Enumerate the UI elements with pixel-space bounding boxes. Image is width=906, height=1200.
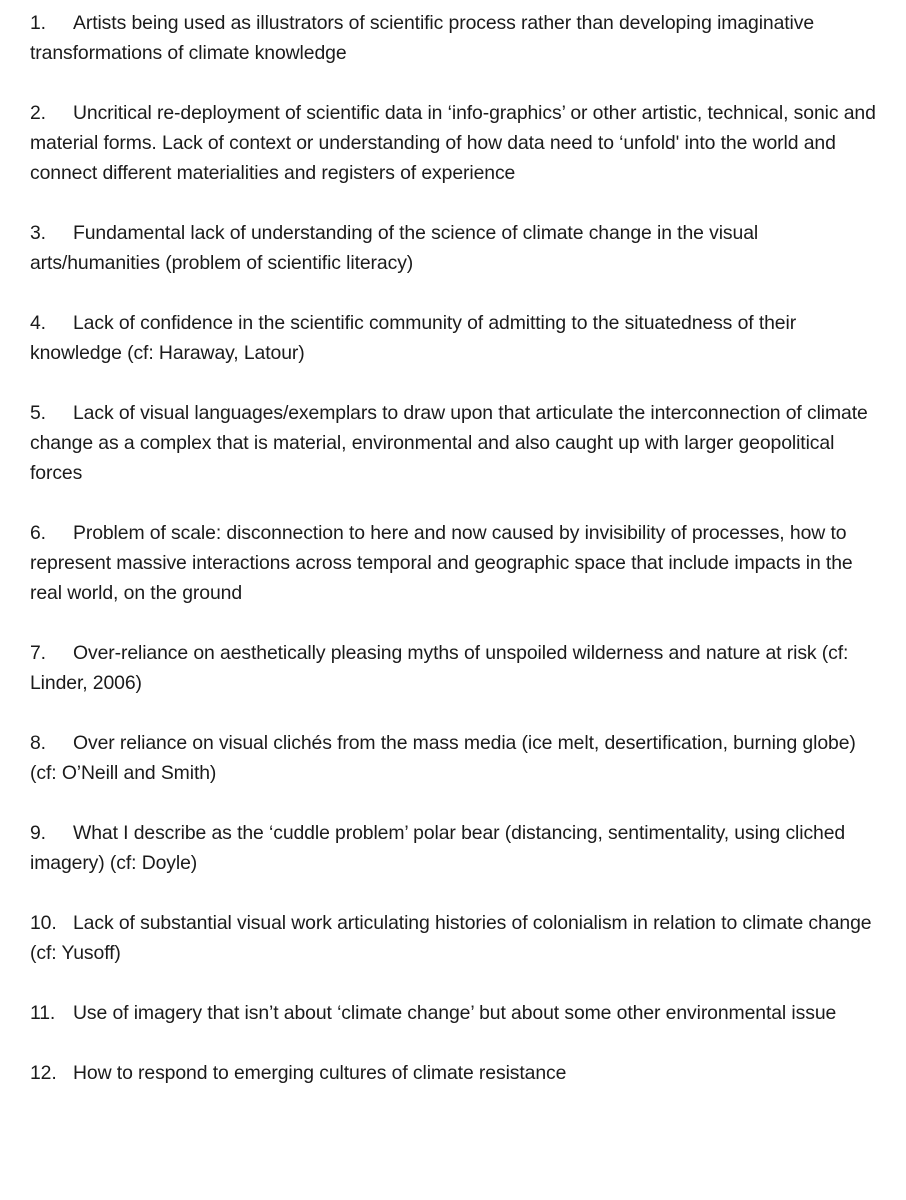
list-item-number: 11. [30, 1002, 56, 1024]
list-item [30, 308, 880, 368]
list-item-text: Lack of visual languages/exemplars to draw upon that articulate the interconnection of climate change as a complex that is material, environmental and also caught up with larger geopolitical forces [30, 402, 868, 484]
list-item-number: 6. [30, 522, 46, 544]
list-item-number: 7. [30, 642, 46, 664]
list-item-number: 5. [30, 402, 46, 424]
list-item-text: Fundamental lack of understanding of the science of climate change in the visual arts/humanities (problem of scientific literacy) [30, 222, 759, 274]
list-item [30, 218, 880, 278]
list-item [30, 398, 880, 488]
list-item [30, 518, 880, 608]
list-item [30, 8, 880, 68]
list-item-number: 12. [30, 1062, 57, 1084]
list-item-text: Lack of confidence in the scientific community of admitting to the situatedness of their knowledge (cf: Haraway, Latour) [30, 312, 797, 364]
list-item [30, 908, 880, 968]
list-item-number: 2. [30, 102, 46, 124]
numbered-list [30, 8, 880, 1118]
list-item-number: 1. [30, 12, 46, 34]
list-item-text: Artists being used as illustrators of scientific process rather than developing imaginative transformations of climate knowledge [30, 12, 815, 64]
list-item [30, 728, 880, 788]
list-item-number: 9. [30, 822, 46, 844]
list-item [30, 98, 880, 188]
list-item-number: 3. [30, 222, 46, 244]
list-item-text: Over-reliance on aesthetically pleasing myths of unspoiled wilderness and nature at risk (cf: Linder, 2006) [30, 642, 849, 694]
list-item-number: 8. [30, 732, 46, 754]
list-item-text: How to respond to emerging cultures of climate resistance [73, 1062, 567, 1084]
list-item-text: Uncritical re-deployment of scientific data in ‘info-graphics’ or other artistic, technical, sonic and material forms. Lack of context or understanding of how data need to ‘unfold' into the world and connect different materialities and registers of experience [30, 102, 876, 184]
list-item-number: 10. [30, 912, 57, 934]
list-item [30, 638, 880, 698]
list-item-number: 4. [30, 312, 46, 334]
list-item-text: Problem of scale: disconnection to here and now caused by invisibility of processes, how to represent massive interactions across temporal and geographic space that include impacts in the real world, on the ground [30, 522, 853, 604]
list-item [30, 818, 880, 878]
list-item [30, 998, 880, 1028]
list-item-text: Lack of substantial visual work articulating histories of colonialism in relation to climate change (cf: Yusoff) [30, 912, 872, 964]
list-item-text: Over reliance on visual clichés from the mass media (ice melt, desertification, burning globe) (cf: O’Neill and Smith) [30, 732, 856, 784]
list-item-text: Use of imagery that isn’t about ‘climate change’ but about some other environmental issue [73, 1002, 837, 1024]
list-item [30, 1058, 880, 1088]
list-item-text: What I describe as the ‘cuddle problem’ polar bear (distancing, sentimentality, using cliched imagery) (cf: Doyle) [30, 822, 846, 874]
